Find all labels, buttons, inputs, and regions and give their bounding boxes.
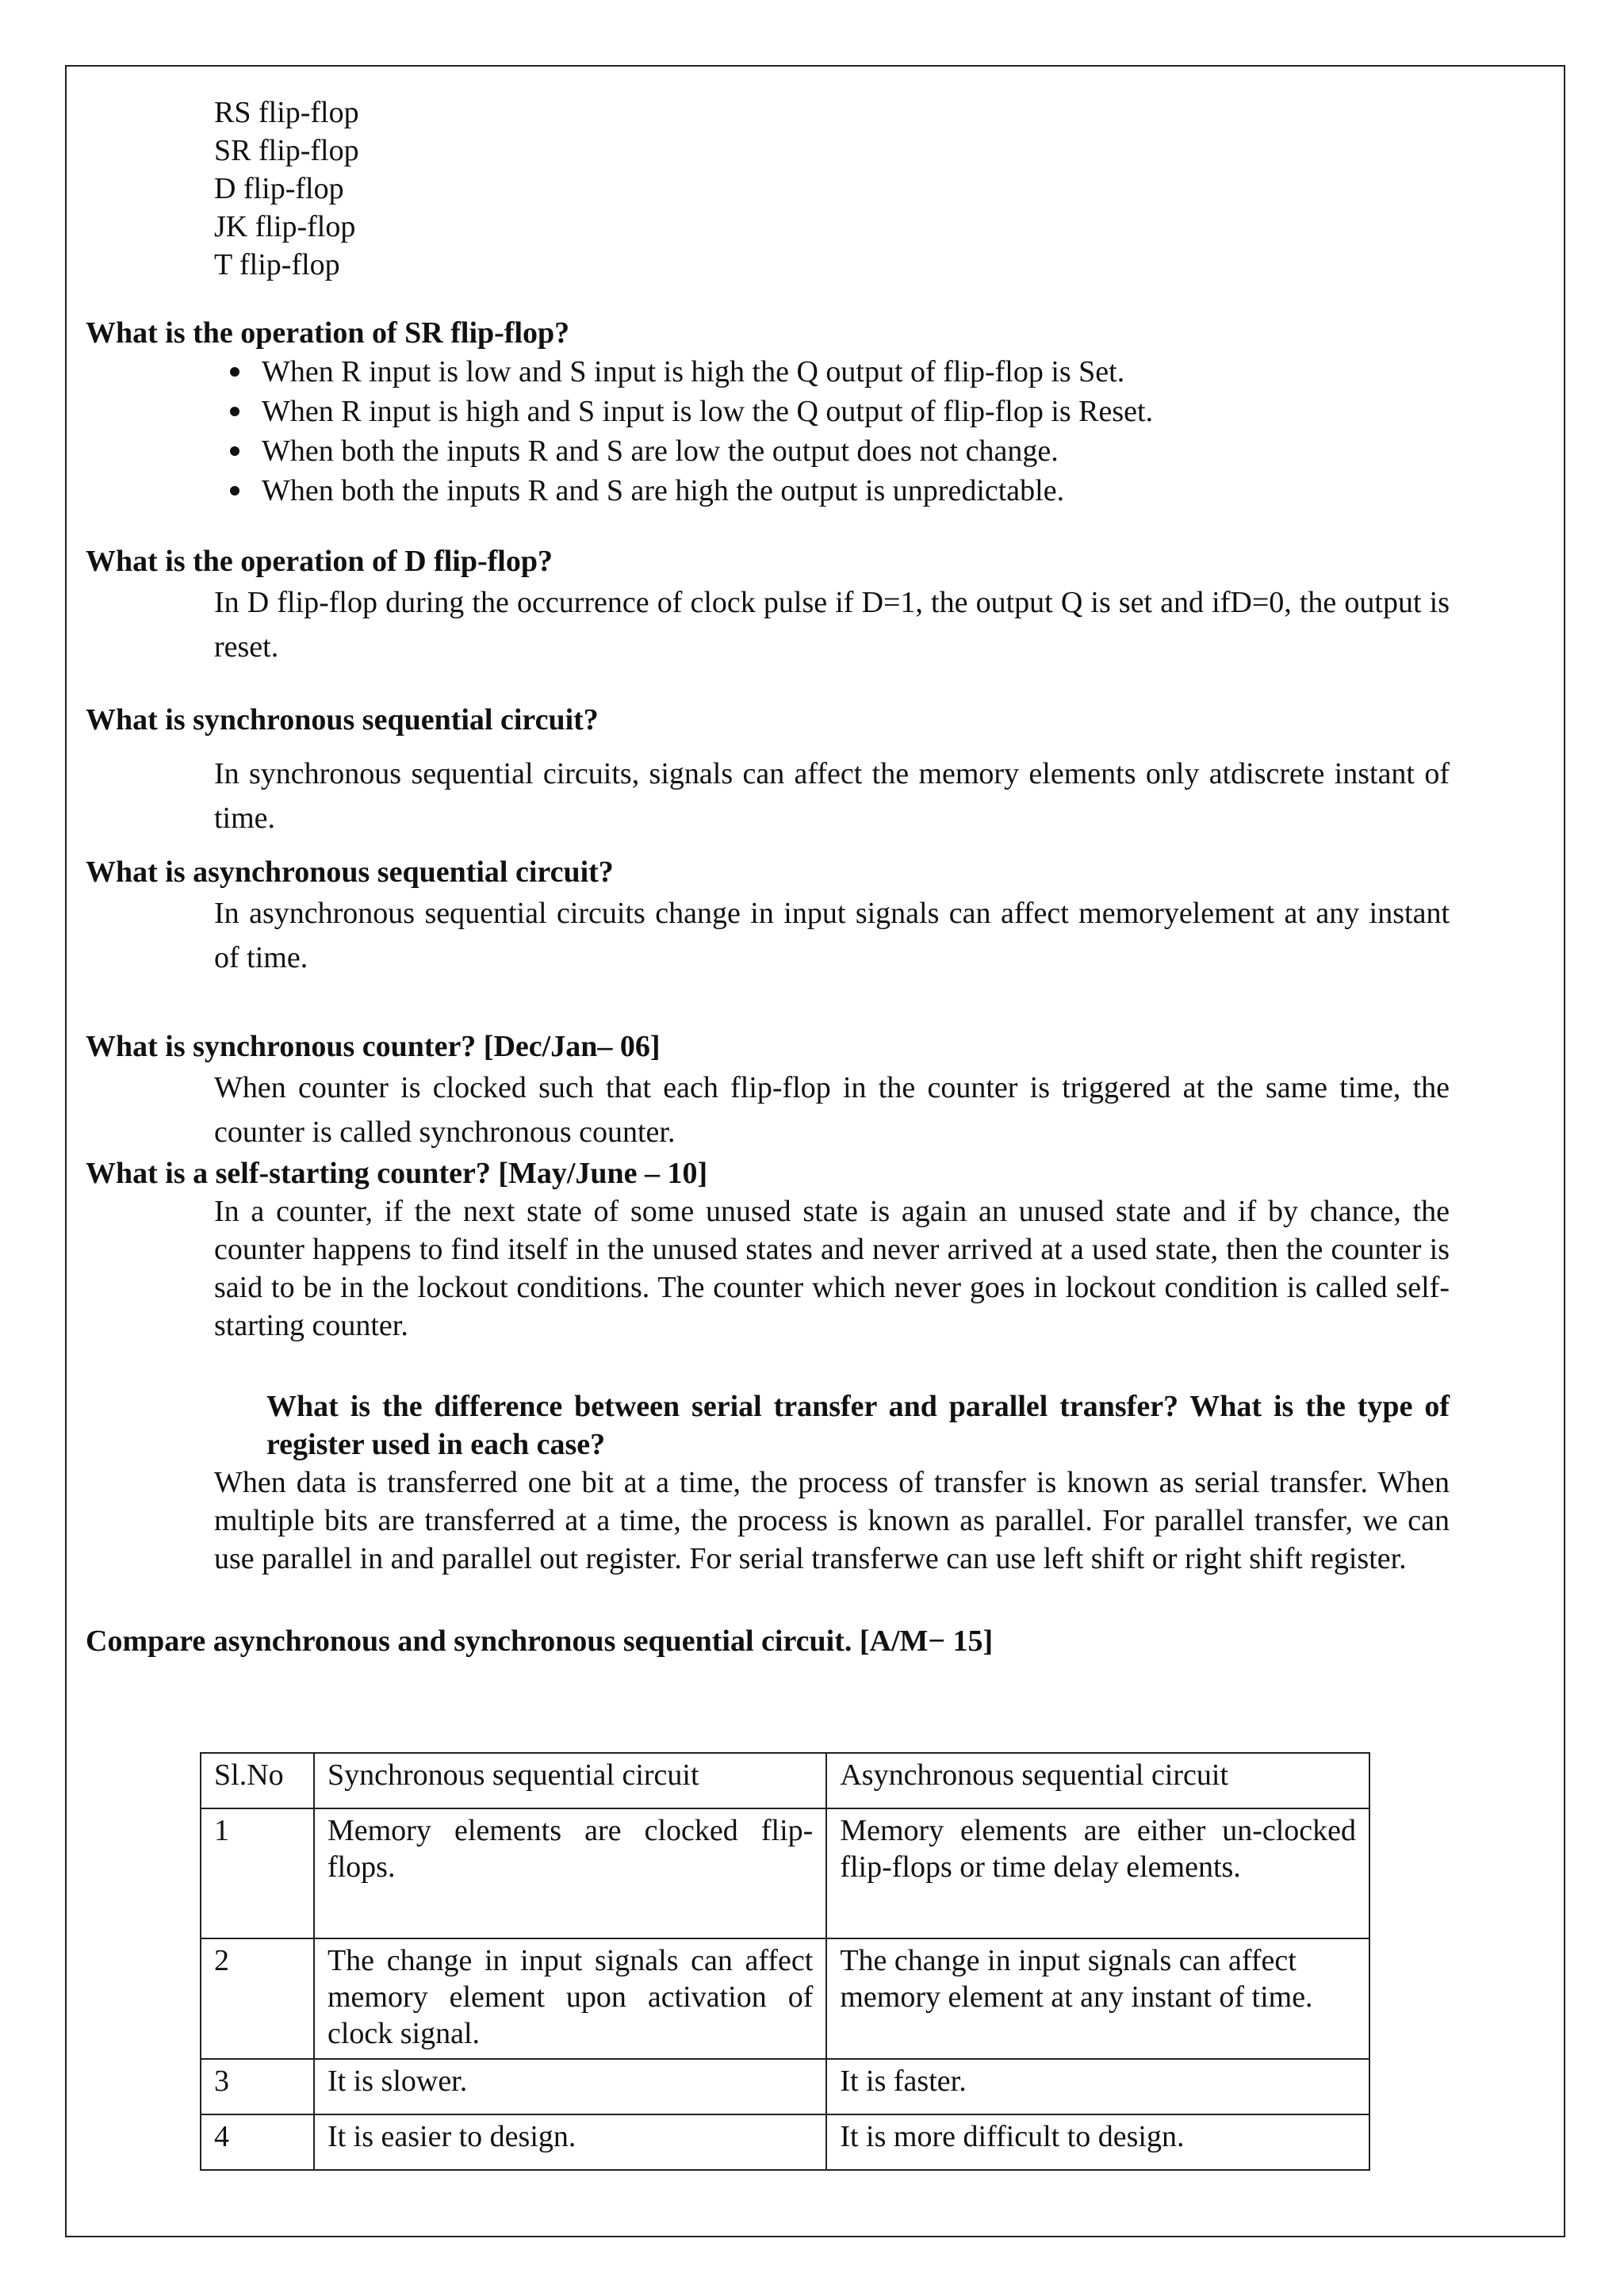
table-row	[201, 1938, 1369, 2059]
table-cell: 2	[201, 1938, 314, 2059]
list-item: T flip-flop	[214, 248, 340, 281]
question-serial-parallel-transfer: What is the difference between serial transfer and parallel transfer? What is the type of register used in each case?	[266, 1390, 1450, 1461]
table-header-cell: Asynchronous sequential circuit	[826, 1753, 1369, 1808]
table-cell: Memory elements are clocked flip-flops.	[314, 1808, 826, 1938]
list-item: SR flip-flop	[214, 134, 359, 167]
question-asynchronous-sequential: What is asynchronous sequential circuit?	[86, 855, 614, 889]
question-synchronous-sequential: What is synchronous sequential circuit?	[86, 703, 599, 737]
comparison-table	[200, 1752, 1370, 2171]
question-d-flip-flop: What is the operation of D flip-flop?	[86, 545, 553, 578]
table-row	[201, 2114, 1369, 2170]
table-cell: It is slower.	[314, 2059, 826, 2114]
answer-d-flip-flop: In D flip-flop during the occurrence of clock pulse if D=1, the output Q is set and ifD=0, the output is reset.	[214, 586, 1450, 664]
list-item: When both the inputs R and S are high the output is unpredictable.	[227, 471, 1450, 511]
question-synchronous-counter: What is synchronous counter? [Dec/Jan– 06]	[86, 1030, 661, 1063]
table-cell: The change in input signals can affect memory element at any instant of time.	[826, 1938, 1369, 2059]
question-sr-flip-flop: What is the operation of SR flip-flop?	[86, 316, 570, 350]
table-header-row	[201, 1753, 1369, 1808]
table-cell: 1	[201, 1808, 314, 1938]
answer-serial-parallel-transfer: When data is transferred one bit at a time, the process of transfer is known as serial transfer. When multiple bits are transferred at a time, the process is known as parallel. For parallel transfer, we can use parallel in and parallel out register. For serial transferwe can use left shift or right shift register.	[214, 1466, 1450, 1575]
list-item: When both the inputs R and S are low the output does not change.	[227, 431, 1450, 471]
answer-synchronous-sequential: In synchronous sequential circuits, signals can affect the memory elements only atdiscrete instant of time.	[214, 757, 1450, 835]
table-cell: Memory elements are either un-clocked flip-flops or time delay elements.	[826, 1808, 1369, 1938]
answer-asynchronous-sequential: In asynchronous sequential circuits change in input signals can affect memoryelement at any instant of time.	[214, 897, 1450, 974]
list-item: JK flip-flop	[214, 210, 356, 243]
table-cell: It is faster.	[826, 2059, 1369, 2114]
table-cell: 4	[201, 2114, 314, 2170]
table-cell: The change in input signals can affect memory element upon activation of clock signal.	[314, 1938, 826, 2059]
table-cell: It is easier to design.	[314, 2114, 826, 2170]
list-item: D flip-flop	[214, 172, 344, 205]
flip-flop-types-list	[214, 94, 1450, 284]
table-header-cell: Sl.No	[201, 1753, 314, 1808]
table-row	[201, 2059, 1369, 2114]
table-header-cell: Synchronous sequential circuit	[314, 1753, 826, 1808]
list-item: When R input is low and S input is high the Q output of flip-flop is Set.	[227, 352, 1450, 392]
list-item: When R input is high and S input is low the Q output of flip-flop is Reset.	[227, 392, 1450, 431]
list-item: RS flip-flop	[214, 96, 359, 129]
answer-synchronous-counter: When counter is clocked such that each flip-flop in the counter is triggered at the same time, the counter is called synchronous counter.	[214, 1071, 1450, 1149]
document-body	[86, 94, 1450, 1660]
table-cell: 3	[201, 2059, 314, 2114]
question-self-starting-counter: What is a self-starting counter? [May/June – 10]	[86, 1157, 708, 1190]
sr-operation-list	[227, 352, 1450, 511]
question-compare-circuits: Compare asynchronous and synchronous sequential circuit. [A/M− 15]	[86, 1624, 994, 1658]
answer-self-starting-counter: In a counter, if the next state of some unused state is again an unused state and if by chance, the counter happens to find itself in the unused states and never arrived at a used state, then the counter is said to be in the lockout conditions. The counter which never goes in lockout condition is called self-starting counter.	[214, 1195, 1450, 1342]
table-row	[201, 1808, 1369, 1938]
table-cell: It is more difficult to design.	[826, 2114, 1369, 2170]
